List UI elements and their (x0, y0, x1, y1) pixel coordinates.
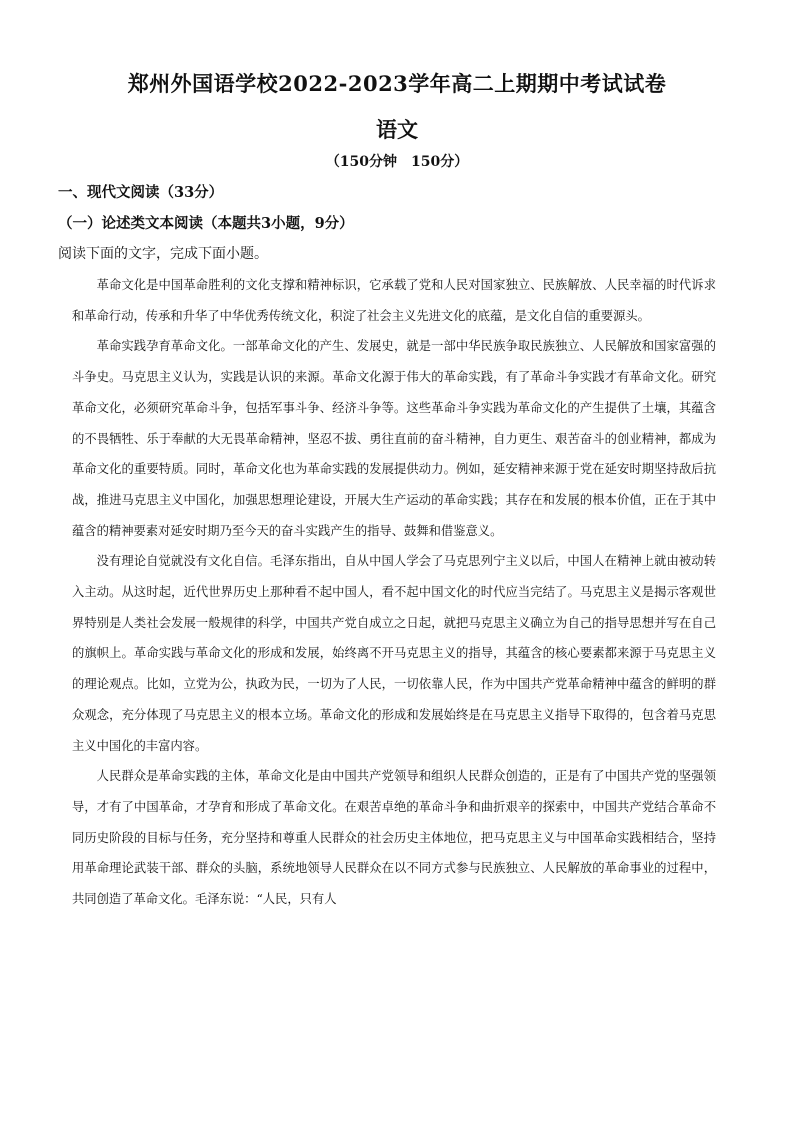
reading-instruction: 阅读下面的文字，完成下面小题。 (58, 246, 268, 262)
subject-title: 语文 (376, 117, 418, 142)
passage-paragraph: 没有理论自觉就没有文化自信。毛泽东指出，自从中国人学会了马克思列宁主义以后，中国人在精神上就由被动转入主动。从这时起，近代世界历史上那种看不起中国人，看不起中国文化的时代应当完结了。马克思主义是揭示客观世界特别是人类社会发展一般规律的科学，中国共产党自成立之日起，就把马克思主义确立为自己的指导思想并写在自己的旗帜上。革命实践与革命文化的形成和发展，始终离不开马克思主义的指导，其蕴含的核心要素都来源于马克思主义的理论观点。比如，立党为公，执政为民，一切为了人民，一切依靠人民，作为中国共产党革命精神中蕴含的鲜明的群众观念，充分体现了马克思主义的根本立场。革命文化的形成和发展始终是在马克思主义指导下取得的，包含着马克思主义中国化的丰富内容。 (72, 554, 716, 753)
exam-timing: （150分钟 150分） (325, 154, 469, 170)
passage-paragraph: 革命实践孕育革命文化。一部革命文化的产生、发展史，就是一部中华民族争取民族独立、人民解放和国家富强的斗争史。马克思主义认为，实践是认识的来源。革命文化源于伟大的革命实践，有了革命斗争实践才有革命文化。研究革命文化，必须研究革命斗争，包括军事斗争、经济斗争等。这些革命斗争实践为革命文化的产生提供了土壤，其蕴含的不畏牺牲、乐于奉献的大无畏革命精神，坚忍不拔、勇往直前的奋斗精神，自力更生、艰苦奋斗的创业精神，都成为革命文化的重要特质。同时，革命文化也为革命实践的发展提供动力。例如，延安精神来源于党在延安时期坚持敌后抗战，推进马克思主义中国化，加强思想理论建设，开展大生产运动的革命实践；其存在和发展的根本价值，正在于其中蕴含的精神要素对延安时期乃至今天的奋斗实践产生的指导、鼓舞和借鉴意义。 (72, 339, 716, 538)
reading-passage (72, 270, 716, 915)
subsection-heading: （一）论述类文本阅读（本题共3小题，9分） (58, 215, 354, 232)
exam-title: 郑州外国语学校2022-2023学年高二上期期中考试试卷 (127, 71, 667, 96)
section-heading: 一、现代文阅读（33分） (58, 184, 224, 201)
passage-paragraph: 革命文化是中国革命胜利的文化支撑和精神标识，它承载了党和人民对国家独立、民族解放、人民幸福的时代诉求和革命行动，传承和升华了中华优秀传统文化，积淀了社会主义先进文化的底蕴，是文化自信的重要源头。 (72, 278, 716, 323)
passage-paragraph: 人民群众是革命实践的主体，革命文化是由中国共产党领导和组织人民群众创造的，正是有了中国共产党的坚强领导，才有了中国革命，才孕育和形成了革命文化。在艰苦卓绝的革命斗争和曲折艰辛的探索中，中国共产党结合革命不同历史阶段的目标与任务，充分坚持和尊重人民群众的社会历史主体地位，把马克思主义与中国革命实践相结合，坚持用革命理论武装干部、群众的头脑，系统地领导人民群众在以不同方式参与民族独立、人民解放的革命事业的过程中，共同创造了革命文化。毛泽东说：“人民，只有人 (72, 769, 716, 907)
